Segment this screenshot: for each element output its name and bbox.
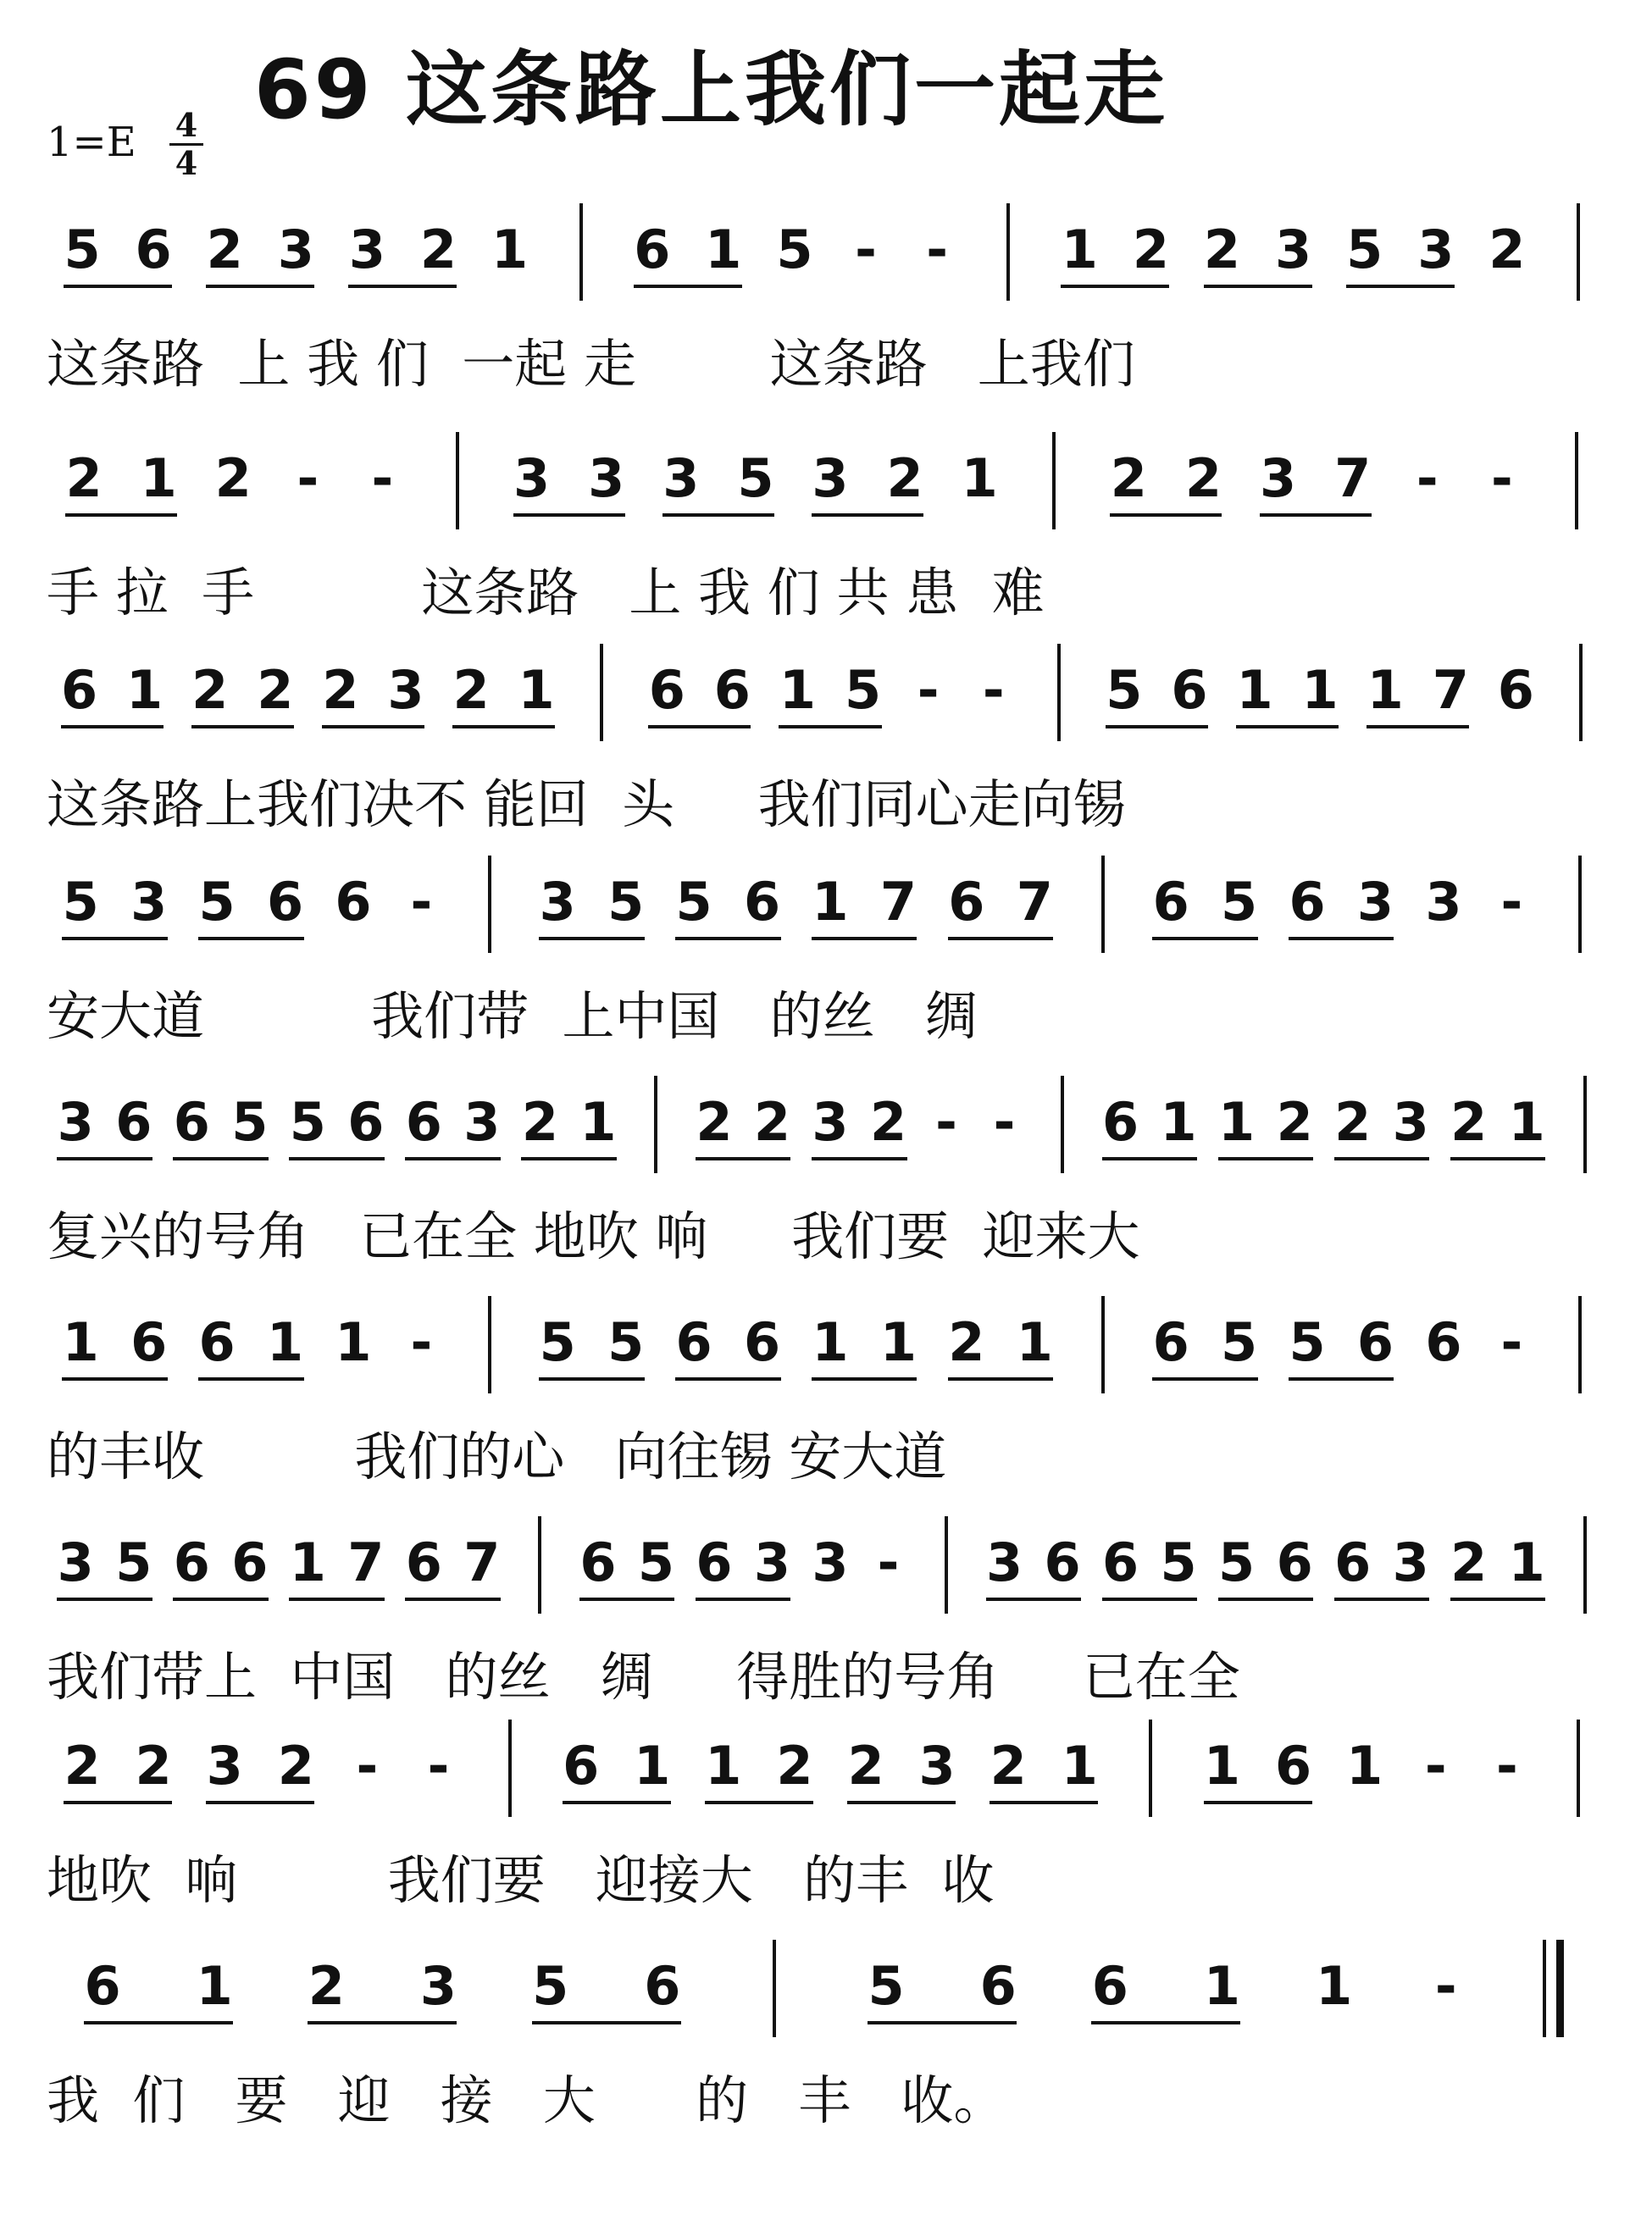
beam-underline — [62, 1377, 167, 1381]
beam-underline — [1106, 725, 1208, 728]
note: 6 — [644, 1955, 681, 2017]
note: 2 — [1276, 1091, 1313, 1153]
barline — [1579, 644, 1583, 741]
beam-underline — [452, 725, 555, 728]
barline — [1052, 432, 1056, 529]
beam-underline — [1152, 937, 1257, 940]
beam-underline — [405, 1598, 501, 1601]
sustain-dash: - — [935, 1091, 957, 1153]
note: 2 — [1450, 1091, 1488, 1153]
note: 3 — [753, 1531, 791, 1593]
note: 1 — [1316, 1955, 1353, 2017]
barline — [1578, 856, 1582, 953]
note: 3 — [463, 1091, 501, 1153]
note: 6 — [231, 1531, 269, 1593]
beam-underline — [1218, 1157, 1314, 1160]
note: 1 — [812, 871, 849, 933]
note: 6 — [1152, 871, 1189, 933]
sustain-dash: - — [877, 1531, 900, 1593]
note: 6 — [1102, 1531, 1139, 1593]
note: 6 — [1289, 871, 1326, 933]
note: 5 — [607, 871, 645, 933]
notes-row — [0, 1940, 1652, 2041]
note: 6 — [648, 659, 685, 721]
note: 5 — [737, 447, 774, 509]
barline — [654, 1076, 657, 1173]
note: 1 — [1346, 1735, 1383, 1797]
note: 3 — [1417, 219, 1455, 280]
note: 6 — [1152, 1311, 1189, 1373]
note: 5 — [1289, 1311, 1326, 1373]
note: 3 — [387, 659, 424, 721]
barline — [1101, 856, 1105, 953]
note: 3 — [57, 1091, 94, 1153]
note: 5 — [198, 871, 236, 933]
note: 2 — [990, 1735, 1027, 1797]
sustain-dash: - — [1424, 1735, 1447, 1797]
barline — [488, 1296, 491, 1393]
note: 1 — [1016, 1311, 1053, 1373]
sustain-dash: - — [1500, 871, 1523, 933]
sustain-dash: - — [1416, 447, 1439, 509]
note: 6 — [743, 1311, 781, 1373]
sustain-dash: - — [297, 447, 319, 509]
note: 1 — [518, 659, 555, 721]
beam-underline — [1236, 725, 1339, 728]
notes-row — [0, 1296, 1652, 1398]
note: 3 — [539, 871, 576, 933]
note: 6 — [130, 1311, 168, 1373]
note: 3 — [918, 1735, 956, 1797]
lyric-line: 这条路上我们决不 能回 头 我们同心走向锡 — [47, 773, 1126, 835]
beam-underline — [1289, 1377, 1394, 1381]
note: 2 — [65, 447, 103, 509]
note: 2 — [1110, 447, 1147, 509]
note: 2 — [521, 1091, 558, 1153]
beam-underline — [986, 1598, 1082, 1601]
note: 3 — [419, 1955, 457, 2017]
note: 6 — [1044, 1531, 1081, 1593]
barline — [1578, 1296, 1582, 1393]
note: 3 — [206, 1735, 243, 1797]
note: 1 — [1203, 1735, 1241, 1797]
beam-underline — [579, 1598, 675, 1601]
lyric-line: 我 们 要 迎 接 大 的 丰 收。 — [47, 2069, 1006, 2131]
note: 3 — [812, 1091, 849, 1153]
note: 5 — [1221, 871, 1258, 933]
note: 1 — [1367, 659, 1404, 721]
note: 5 — [637, 1531, 674, 1593]
lyric-line: 地吹 响 我们要 迎接大 的丰 收 — [47, 1849, 995, 1911]
beam-underline — [990, 1801, 1098, 1804]
note: 1 — [1160, 1091, 1197, 1153]
beam-underline — [198, 937, 303, 940]
note: 2 — [847, 1735, 884, 1797]
note: 2 — [419, 219, 457, 280]
note: 6 — [713, 659, 751, 721]
lyric-line: 这条路 上 我 们 一起 走 这条路 上我们 — [47, 333, 1135, 395]
beam-underline — [696, 1598, 791, 1601]
beam-underline — [206, 285, 314, 288]
beam-underline — [634, 285, 742, 288]
beam-underline — [779, 725, 881, 728]
beam-underline — [206, 1801, 314, 1804]
beam-underline — [405, 1157, 501, 1160]
note: 7 — [879, 871, 917, 933]
beam-underline — [84, 2021, 233, 2024]
note: 3 — [277, 219, 314, 280]
sustain-dash: - — [356, 1735, 379, 1797]
note: 7 — [347, 1531, 385, 1593]
beam-underline — [539, 1377, 644, 1381]
barline — [579, 203, 583, 301]
lyric-line: 我们带上 中国 的丝 绸 得胜的号角 已在全 — [47, 1646, 1240, 1708]
beam-underline — [812, 937, 917, 940]
barline — [488, 856, 491, 953]
beam-underline — [173, 1598, 269, 1601]
note: 1 — [705, 1735, 742, 1797]
note: 5 — [1221, 1311, 1258, 1373]
barline — [1057, 644, 1061, 741]
beam-underline — [1346, 285, 1455, 288]
note: 6 — [948, 871, 985, 933]
barline — [456, 432, 459, 529]
note: 7 — [1432, 659, 1469, 721]
note: 3 — [812, 447, 849, 509]
lyric-line: 手 拉 手 这条路 上 我 们 共 患 难 — [47, 562, 1045, 623]
notes-row — [0, 1076, 1652, 1177]
beam-underline — [1102, 1157, 1198, 1160]
sustain-dash: - — [1490, 447, 1513, 509]
note: 3 — [985, 1531, 1023, 1593]
barline — [600, 644, 603, 741]
note: 1 — [140, 447, 177, 509]
note: 1 — [491, 219, 529, 280]
sustain-dash: - — [1500, 1311, 1523, 1373]
beam-underline — [348, 285, 457, 288]
beam-underline — [812, 1377, 917, 1381]
time-signature-top: 4 — [175, 106, 198, 144]
beam-underline — [1450, 1157, 1546, 1160]
note: 6 — [1334, 1531, 1372, 1593]
note: 1 — [126, 659, 164, 721]
sustain-dash: - — [410, 871, 433, 933]
note: 3 — [1425, 871, 1462, 933]
note: 2 — [776, 1735, 813, 1797]
notes-row — [0, 644, 1652, 745]
beam-underline — [1061, 285, 1169, 288]
note: 6 — [696, 1531, 733, 1593]
note: 1 — [62, 1311, 99, 1373]
note: 1 — [335, 1311, 372, 1373]
beam-underline — [1204, 1801, 1312, 1804]
note: 5 — [607, 1311, 645, 1373]
barline — [538, 1516, 541, 1614]
key-signature: 1=E — [47, 119, 136, 166]
note: 6 — [979, 1955, 1017, 2017]
beam-underline — [539, 937, 644, 940]
note: 3 — [1392, 1531, 1429, 1593]
note: 2 — [948, 1311, 985, 1373]
note: 6 — [198, 1311, 236, 1373]
beam-underline — [289, 1157, 385, 1160]
note: 1 — [779, 659, 817, 721]
beam-underline — [662, 513, 774, 517]
note: 6 — [1276, 1531, 1313, 1593]
beam-underline — [1204, 285, 1312, 288]
note: 3 — [1275, 219, 1312, 280]
beam-underline — [696, 1157, 791, 1160]
lyric-line: 复兴的号角 已在全 地吹 响 我们要 迎来大 — [47, 1205, 1140, 1267]
note: 6 — [579, 1531, 617, 1593]
note: 2 — [1184, 447, 1222, 509]
barline — [1006, 203, 1010, 301]
time-signature — [169, 108, 203, 180]
barline — [1061, 1076, 1064, 1173]
notes-row — [0, 432, 1652, 534]
note: 5 — [64, 219, 101, 280]
beam-underline — [675, 937, 780, 940]
note: 1 — [1061, 219, 1098, 280]
beam-underline — [57, 1598, 152, 1601]
final-barline-inner — [1543, 1940, 1546, 2037]
note: 1 — [1301, 659, 1339, 721]
beam-underline — [62, 937, 167, 940]
beam-underline — [191, 725, 294, 728]
barline — [1575, 432, 1578, 529]
note: 6 — [1497, 659, 1534, 721]
sustain-dash: - — [1495, 1735, 1518, 1797]
sustain-dash: - — [427, 1735, 450, 1797]
barline — [1577, 1720, 1580, 1817]
barline — [1583, 1076, 1587, 1173]
note: 5 — [532, 1955, 569, 2017]
note: 3 — [130, 871, 168, 933]
final-barline — [1556, 1940, 1564, 2037]
note: 1 — [634, 1735, 671, 1797]
sustain-dash: - — [917, 659, 940, 721]
note: 2 — [214, 447, 252, 509]
note: 2 — [322, 659, 359, 721]
note: 5 — [844, 659, 882, 721]
beam-underline — [198, 1377, 303, 1381]
beam-underline — [1260, 513, 1372, 517]
note: 3 — [662, 447, 700, 509]
barline — [508, 1720, 512, 1817]
note: 6 — [173, 1091, 210, 1153]
note: 3 — [1392, 1091, 1429, 1153]
note: 5 — [868, 1955, 905, 2017]
note: 2 — [206, 219, 243, 280]
note: 2 — [1334, 1091, 1372, 1153]
beam-underline — [57, 1157, 152, 1160]
sustain-dash: - — [993, 1091, 1016, 1153]
note: 1 — [1508, 1531, 1545, 1593]
note: 6 — [1171, 659, 1208, 721]
note: 6 — [634, 219, 671, 280]
beam-underline — [64, 285, 172, 288]
note: 2 — [277, 1735, 314, 1797]
beam-underline — [289, 1598, 385, 1601]
note: 5 — [539, 1311, 576, 1373]
beam-underline — [521, 1157, 617, 1160]
note: 1 — [1236, 659, 1273, 721]
note: 1 — [266, 1311, 304, 1373]
note: 6 — [84, 1955, 121, 2017]
note: 3 — [812, 1531, 849, 1593]
notes-row — [0, 203, 1652, 305]
beam-underline — [1091, 2021, 1240, 2024]
note: 2 — [308, 1955, 345, 2017]
note: 7 — [1334, 447, 1372, 509]
note: 1 — [879, 1311, 917, 1373]
beam-underline — [948, 937, 1053, 940]
note: 6 — [563, 1735, 600, 1797]
note: 6 — [675, 1311, 712, 1373]
lyric-line: 安大道 我们带 上中国 的丝 绸 — [47, 985, 978, 1047]
beam-underline — [812, 513, 923, 517]
note: 6 — [743, 871, 781, 933]
note: 6 — [347, 1091, 385, 1153]
note: 2 — [869, 1091, 907, 1153]
note: 1 — [812, 1311, 849, 1373]
note: 2 — [1488, 219, 1526, 280]
beam-underline — [1110, 513, 1222, 517]
song-title: 69 这条路上我们一起走 — [254, 42, 1169, 137]
barline — [945, 1516, 948, 1614]
notes-row — [0, 856, 1652, 957]
beam-underline — [812, 1157, 907, 1160]
note: 6 — [1091, 1955, 1128, 2017]
note: 3 — [1259, 447, 1297, 509]
sustain-dash: - — [1434, 1955, 1457, 2017]
beam-underline — [322, 725, 424, 728]
note: 2 — [1132, 219, 1169, 280]
barline — [1577, 203, 1580, 301]
beam-underline — [532, 2021, 681, 2024]
note: 5 — [62, 871, 99, 933]
beam-underline — [948, 1377, 1053, 1381]
beam-underline — [1218, 1598, 1314, 1601]
beam-underline — [513, 513, 625, 517]
note: 5 — [675, 871, 712, 933]
note: 3 — [513, 447, 551, 509]
beam-underline — [1334, 1598, 1430, 1601]
note: 2 — [257, 659, 294, 721]
note: 6 — [173, 1531, 210, 1593]
beam-underline — [308, 2021, 457, 2024]
note: 5 — [289, 1091, 326, 1153]
note: 5 — [115, 1531, 152, 1593]
note: 5 — [1218, 1531, 1256, 1593]
note: 5 — [231, 1091, 269, 1153]
note: 1 — [1218, 1091, 1256, 1153]
note: 2 — [886, 447, 923, 509]
note: 6 — [60, 659, 98, 721]
note: 6 — [405, 1531, 442, 1593]
note: 1 — [1203, 1955, 1241, 2017]
note: 2 — [753, 1091, 791, 1153]
note: 5 — [1106, 659, 1143, 721]
note: 1 — [196, 1955, 233, 2017]
note: 6 — [135, 219, 172, 280]
note: 3 — [57, 1531, 94, 1593]
note: 6 — [115, 1091, 152, 1153]
beam-underline — [648, 725, 751, 728]
note: 1 — [1061, 1735, 1098, 1797]
note: 2 — [135, 1735, 172, 1797]
note: 2 — [1203, 219, 1241, 280]
note: 3 — [588, 447, 625, 509]
beam-underline — [65, 513, 177, 517]
note: 1 — [289, 1531, 326, 1593]
note: 1 — [579, 1091, 617, 1153]
sustain-dash: - — [371, 447, 394, 509]
sustain-dash: - — [926, 219, 948, 280]
note: 6 — [266, 871, 304, 933]
note: 7 — [463, 1531, 501, 1593]
sustain-dash: - — [410, 1311, 433, 1373]
note: 6 — [405, 1091, 442, 1153]
notes-row — [0, 1720, 1652, 1821]
barline — [1583, 1516, 1587, 1614]
note: 6 — [1102, 1091, 1139, 1153]
beam-underline — [61, 725, 164, 728]
note: 2 — [191, 659, 229, 721]
note: 6 — [1275, 1735, 1312, 1797]
note: 6 — [1425, 1311, 1462, 1373]
note: 2 — [452, 659, 490, 721]
note: 2 — [64, 1735, 101, 1797]
beam-underline — [1289, 937, 1394, 940]
beam-underline — [847, 1801, 956, 1804]
note: 6 — [335, 871, 372, 933]
note: 6 — [1356, 1311, 1394, 1373]
lyric-line: 的丰收 我们的心 向往锡 安大道 — [47, 1426, 947, 1487]
note: 5 — [776, 219, 813, 280]
beam-underline — [868, 2021, 1017, 2024]
beam-underline — [1152, 1377, 1257, 1381]
beam-underline — [705, 1801, 813, 1804]
beam-underline — [563, 1801, 671, 1804]
note: 7 — [1016, 871, 1053, 933]
sustain-dash: - — [855, 219, 877, 280]
note: 1 — [705, 219, 742, 280]
beam-underline — [1334, 1157, 1430, 1160]
note: 3 — [348, 219, 385, 280]
beam-underline — [1367, 725, 1469, 728]
notes-row — [0, 1516, 1652, 1618]
time-signature-bottom: 4 — [175, 144, 198, 182]
note: 5 — [1160, 1531, 1197, 1593]
note: 2 — [1450, 1531, 1488, 1593]
beam-underline — [1102, 1598, 1198, 1601]
beam-underline — [1450, 1598, 1546, 1601]
beam-underline — [675, 1377, 780, 1381]
note: 2 — [696, 1091, 733, 1153]
note: 3 — [1356, 871, 1394, 933]
barline — [1149, 1720, 1152, 1817]
note: 1 — [961, 447, 998, 509]
beam-underline — [64, 1801, 172, 1804]
barline — [1101, 1296, 1105, 1393]
note: 5 — [1346, 219, 1383, 280]
barline — [773, 1940, 776, 2037]
sustain-dash: - — [982, 659, 1005, 721]
note: 1 — [1508, 1091, 1545, 1153]
beam-underline — [173, 1157, 269, 1160]
